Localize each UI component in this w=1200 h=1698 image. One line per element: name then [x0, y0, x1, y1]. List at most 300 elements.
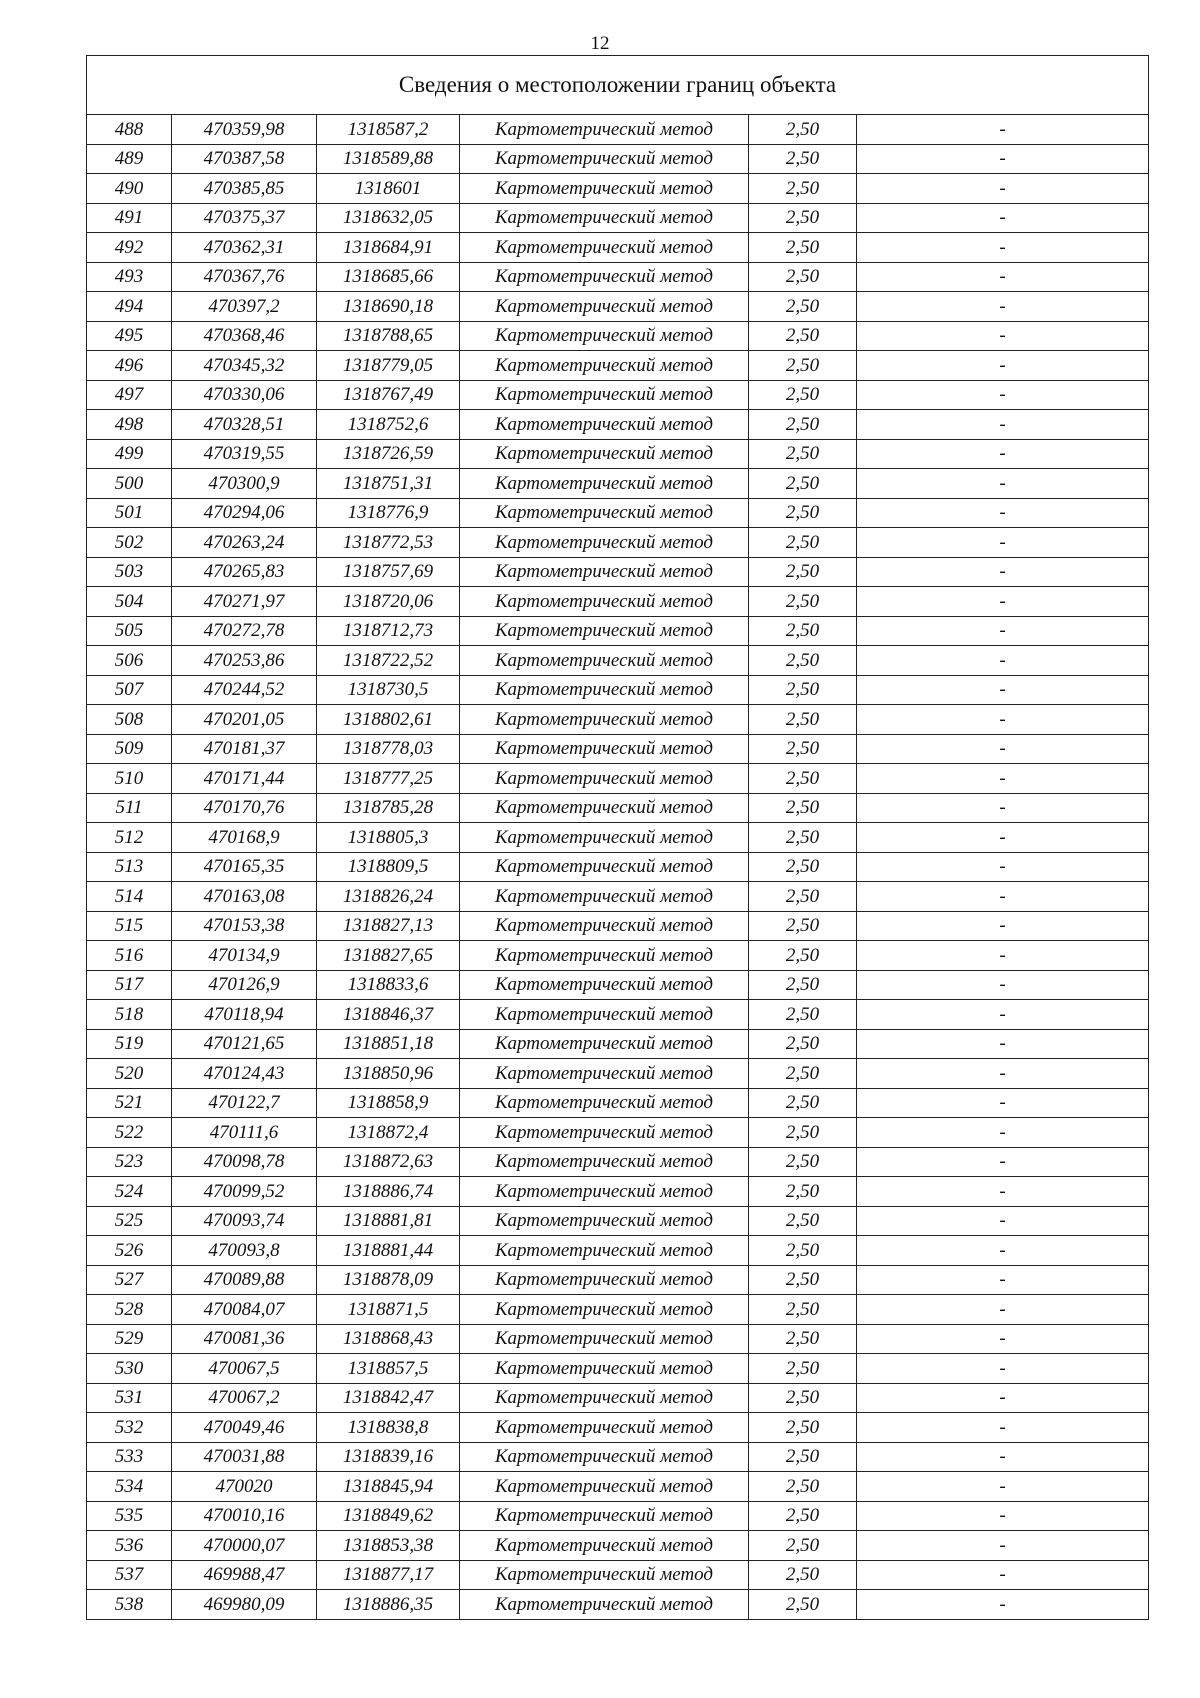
accuracy-cell: 2,50 [749, 1147, 857, 1177]
method-cell: Картометрический метод [460, 852, 749, 882]
x-coordinate-cell: 470397,2 [172, 292, 317, 322]
x-coordinate-cell: 470067,5 [172, 1354, 317, 1384]
point-number-cell: 528 [87, 1295, 172, 1325]
accuracy-cell: 2,50 [749, 1383, 857, 1413]
table-row [87, 262, 1149, 292]
y-coordinate-cell: 1318877,17 [317, 1560, 460, 1590]
point-number-cell: 506 [87, 646, 172, 676]
method-cell: Картометрический метод [460, 1236, 749, 1266]
method-cell: Картометрический метод [460, 1147, 749, 1177]
y-coordinate-cell: 1318589,88 [317, 144, 460, 174]
description-cell: - [857, 1442, 1149, 1472]
accuracy-cell: 2,50 [749, 1059, 857, 1089]
x-coordinate-cell: 470272,78 [172, 616, 317, 646]
point-number-cell: 488 [87, 115, 172, 145]
description-cell: - [857, 675, 1149, 705]
point-number-cell: 523 [87, 1147, 172, 1177]
x-coordinate-cell: 470049,46 [172, 1413, 317, 1443]
y-coordinate-cell: 1318850,96 [317, 1059, 460, 1089]
table-row [87, 1147, 1149, 1177]
y-coordinate-cell: 1318857,5 [317, 1354, 460, 1384]
method-cell: Картометрический метод [460, 1501, 749, 1531]
method-cell: Картометрический метод [460, 498, 749, 528]
table-row [87, 1265, 1149, 1295]
y-coordinate-cell: 1318722,52 [317, 646, 460, 676]
boundary-coordinates-table [86, 55, 1149, 1620]
table-title: Сведения о местоположении границ объекта [87, 56, 1149, 115]
table-row [87, 410, 1149, 440]
description-cell: - [857, 852, 1149, 882]
method-cell: Картометрический метод [460, 941, 749, 971]
y-coordinate-cell: 1318779,05 [317, 351, 460, 381]
table-row [87, 115, 1149, 145]
point-number-cell: 537 [87, 1560, 172, 1590]
method-cell: Картометрический метод [460, 1118, 749, 1148]
method-cell: Картометрический метод [460, 203, 749, 233]
accuracy-cell: 2,50 [749, 469, 857, 499]
table-row [87, 528, 1149, 558]
point-number-cell: 515 [87, 911, 172, 941]
description-cell: - [857, 646, 1149, 676]
x-coordinate-cell: 470122,7 [172, 1088, 317, 1118]
accuracy-cell: 2,50 [749, 1324, 857, 1354]
point-number-cell: 497 [87, 380, 172, 410]
accuracy-cell: 2,50 [749, 498, 857, 528]
x-coordinate-cell: 470271,97 [172, 587, 317, 617]
x-coordinate-cell: 470089,88 [172, 1265, 317, 1295]
y-coordinate-cell: 1318886,74 [317, 1177, 460, 1207]
y-coordinate-cell: 1318881,81 [317, 1206, 460, 1236]
point-number-cell: 503 [87, 557, 172, 587]
y-coordinate-cell: 1318853,38 [317, 1531, 460, 1561]
method-cell: Картометрический метод [460, 1442, 749, 1472]
description-cell: - [857, 1029, 1149, 1059]
y-coordinate-cell: 1318757,69 [317, 557, 460, 587]
method-cell: Картометрический метод [460, 1560, 749, 1590]
y-coordinate-cell: 1318839,16 [317, 1442, 460, 1472]
accuracy-cell: 2,50 [749, 882, 857, 912]
method-cell: Картометрический метод [460, 1383, 749, 1413]
accuracy-cell: 2,50 [749, 1472, 857, 1502]
description-cell: - [857, 1000, 1149, 1030]
x-coordinate-cell: 470098,78 [172, 1147, 317, 1177]
accuracy-cell: 2,50 [749, 1000, 857, 1030]
accuracy-cell: 2,50 [749, 705, 857, 735]
x-coordinate-cell: 470020 [172, 1472, 317, 1502]
accuracy-cell: 2,50 [749, 321, 857, 351]
point-number-cell: 507 [87, 675, 172, 705]
x-coordinate-cell: 470000,07 [172, 1531, 317, 1561]
description-cell: - [857, 1265, 1149, 1295]
table-row [87, 439, 1149, 469]
y-coordinate-cell: 1318871,5 [317, 1295, 460, 1325]
x-coordinate-cell: 470253,86 [172, 646, 317, 676]
description-cell: - [857, 439, 1149, 469]
method-cell: Картометрический метод [460, 1295, 749, 1325]
accuracy-cell: 2,50 [749, 1265, 857, 1295]
point-number-cell: 538 [87, 1590, 172, 1620]
point-number-cell: 495 [87, 321, 172, 351]
x-coordinate-cell: 470163,08 [172, 882, 317, 912]
accuracy-cell: 2,50 [749, 970, 857, 1000]
method-cell: Картометрический метод [460, 1265, 749, 1295]
description-cell: - [857, 911, 1149, 941]
description-cell: - [857, 1354, 1149, 1384]
accuracy-cell: 2,50 [749, 1531, 857, 1561]
description-cell: - [857, 1324, 1149, 1354]
method-cell: Картометрический метод [460, 469, 749, 499]
table-row [87, 1236, 1149, 1266]
description-cell: - [857, 1206, 1149, 1236]
point-number-cell: 504 [87, 587, 172, 617]
accuracy-cell: 2,50 [749, 351, 857, 381]
method-cell: Картометрический метод [460, 911, 749, 941]
description-cell: - [857, 734, 1149, 764]
x-coordinate-cell: 470362,31 [172, 233, 317, 263]
accuracy-cell: 2,50 [749, 823, 857, 853]
table-row [87, 1354, 1149, 1384]
x-coordinate-cell: 470263,24 [172, 528, 317, 558]
point-number-cell: 514 [87, 882, 172, 912]
accuracy-cell: 2,50 [749, 616, 857, 646]
y-coordinate-cell: 1318809,5 [317, 852, 460, 882]
y-coordinate-cell: 1318730,5 [317, 675, 460, 705]
method-cell: Картометрический метод [460, 734, 749, 764]
description-cell: - [857, 1295, 1149, 1325]
point-number-cell: 500 [87, 469, 172, 499]
description-cell: - [857, 941, 1149, 971]
point-number-cell: 493 [87, 262, 172, 292]
x-coordinate-cell: 470201,05 [172, 705, 317, 735]
method-cell: Картометрический метод [460, 882, 749, 912]
description-cell: - [857, 1118, 1149, 1148]
accuracy-cell: 2,50 [749, 292, 857, 322]
x-coordinate-cell: 470387,58 [172, 144, 317, 174]
table-row [87, 705, 1149, 735]
description-cell: - [857, 1059, 1149, 1089]
x-coordinate-cell: 470385,85 [172, 174, 317, 204]
x-coordinate-cell: 470328,51 [172, 410, 317, 440]
accuracy-cell: 2,50 [749, 233, 857, 263]
description-cell: - [857, 705, 1149, 735]
description-cell: - [857, 1413, 1149, 1443]
point-number-cell: 535 [87, 1501, 172, 1531]
accuracy-cell: 2,50 [749, 1560, 857, 1590]
accuracy-cell: 2,50 [749, 1029, 857, 1059]
point-number-cell: 496 [87, 351, 172, 381]
y-coordinate-cell: 1318751,31 [317, 469, 460, 499]
accuracy-cell: 2,50 [749, 646, 857, 676]
y-coordinate-cell: 1318872,4 [317, 1118, 460, 1148]
y-coordinate-cell: 1318778,03 [317, 734, 460, 764]
table-row [87, 1531, 1149, 1561]
point-number-cell: 513 [87, 852, 172, 882]
description-cell: - [857, 764, 1149, 794]
description-cell: - [857, 970, 1149, 1000]
method-cell: Картометрический метод [460, 764, 749, 794]
point-number-cell: 524 [87, 1177, 172, 1207]
table-row [87, 1088, 1149, 1118]
point-number-cell: 522 [87, 1118, 172, 1148]
y-coordinate-cell: 1318826,24 [317, 882, 460, 912]
method-cell: Картометрический метод [460, 528, 749, 558]
table-row [87, 1472, 1149, 1502]
y-coordinate-cell: 1318838,8 [317, 1413, 460, 1443]
method-cell: Картометрический метод [460, 262, 749, 292]
method-cell: Картометрический метод [460, 1206, 749, 1236]
y-coordinate-cell: 1318690,18 [317, 292, 460, 322]
method-cell: Картометрический метод [460, 1059, 749, 1089]
method-cell: Картометрический метод [460, 410, 749, 440]
method-cell: Картометрический метод [460, 616, 749, 646]
y-coordinate-cell: 1318878,09 [317, 1265, 460, 1295]
accuracy-cell: 2,50 [749, 439, 857, 469]
table-row [87, 852, 1149, 882]
method-cell: Картометрический метод [460, 115, 749, 145]
method-cell: Картометрический метод [460, 1088, 749, 1118]
method-cell: Картометрический метод [460, 1531, 749, 1561]
accuracy-cell: 2,50 [749, 528, 857, 558]
description-cell: - [857, 587, 1149, 617]
table-row [87, 380, 1149, 410]
point-number-cell: 490 [87, 174, 172, 204]
point-number-cell: 499 [87, 439, 172, 469]
table-row [87, 233, 1149, 263]
accuracy-cell: 2,50 [749, 1442, 857, 1472]
x-coordinate-cell: 470170,76 [172, 793, 317, 823]
table-row [87, 469, 1149, 499]
point-number-cell: 512 [87, 823, 172, 853]
table-row [87, 1118, 1149, 1148]
point-number-cell: 536 [87, 1531, 172, 1561]
x-coordinate-cell: 470010,16 [172, 1501, 317, 1531]
table-row [87, 941, 1149, 971]
table-body [87, 115, 1149, 1620]
y-coordinate-cell: 1318805,3 [317, 823, 460, 853]
description-cell: - [857, 144, 1149, 174]
table-row [87, 1295, 1149, 1325]
x-coordinate-cell: 470099,52 [172, 1177, 317, 1207]
accuracy-cell: 2,50 [749, 410, 857, 440]
method-cell: Картометрический метод [460, 793, 749, 823]
accuracy-cell: 2,50 [749, 793, 857, 823]
table-row [87, 292, 1149, 322]
method-cell: Картометрический метод [460, 351, 749, 381]
x-coordinate-cell: 470121,65 [172, 1029, 317, 1059]
y-coordinate-cell: 1318752,6 [317, 410, 460, 440]
method-cell: Картометрический метод [460, 970, 749, 1000]
method-cell: Картометрический метод [460, 557, 749, 587]
x-coordinate-cell: 470367,76 [172, 262, 317, 292]
x-coordinate-cell: 470171,44 [172, 764, 317, 794]
accuracy-cell: 2,50 [749, 1590, 857, 1620]
x-coordinate-cell: 470181,37 [172, 734, 317, 764]
table-row [87, 203, 1149, 233]
table-row [87, 1029, 1149, 1059]
y-coordinate-cell: 1318851,18 [317, 1029, 460, 1059]
x-coordinate-cell: 470067,2 [172, 1383, 317, 1413]
description-cell: - [857, 1383, 1149, 1413]
x-coordinate-cell: 469980,09 [172, 1590, 317, 1620]
description-cell: - [857, 1590, 1149, 1620]
method-cell: Картометрический метод [460, 144, 749, 174]
point-number-cell: 526 [87, 1236, 172, 1266]
x-coordinate-cell: 470118,94 [172, 1000, 317, 1030]
description-cell: - [857, 174, 1149, 204]
y-coordinate-cell: 1318886,35 [317, 1590, 460, 1620]
y-coordinate-cell: 1318788,65 [317, 321, 460, 351]
table-row [87, 675, 1149, 705]
point-number-cell: 502 [87, 528, 172, 558]
table-row [87, 793, 1149, 823]
method-cell: Картометрический метод [460, 587, 749, 617]
table-row [87, 734, 1149, 764]
y-coordinate-cell: 1318776,9 [317, 498, 460, 528]
accuracy-cell: 2,50 [749, 734, 857, 764]
method-cell: Картометрический метод [460, 1000, 749, 1030]
x-coordinate-cell: 470330,06 [172, 380, 317, 410]
description-cell: - [857, 1472, 1149, 1502]
accuracy-cell: 2,50 [749, 1501, 857, 1531]
method-cell: Картометрический метод [460, 439, 749, 469]
x-coordinate-cell: 470134,9 [172, 941, 317, 971]
description-cell: - [857, 1177, 1149, 1207]
table-row [87, 882, 1149, 912]
point-number-cell: 505 [87, 616, 172, 646]
boundary-table-container [86, 55, 1148, 1620]
accuracy-cell: 2,50 [749, 675, 857, 705]
point-number-cell: 498 [87, 410, 172, 440]
table-row [87, 1590, 1149, 1620]
accuracy-cell: 2,50 [749, 1295, 857, 1325]
x-coordinate-cell: 470084,07 [172, 1295, 317, 1325]
table-row [87, 616, 1149, 646]
description-cell: - [857, 1531, 1149, 1561]
table-row [87, 1560, 1149, 1590]
table-row [87, 1059, 1149, 1089]
description-cell: - [857, 1088, 1149, 1118]
point-number-cell: 521 [87, 1088, 172, 1118]
y-coordinate-cell: 1318849,62 [317, 1501, 460, 1531]
method-cell: Картометрический метод [460, 1472, 749, 1502]
accuracy-cell: 2,50 [749, 1206, 857, 1236]
description-cell: - [857, 1147, 1149, 1177]
accuracy-cell: 2,50 [749, 262, 857, 292]
method-cell: Картометрический метод [460, 1354, 749, 1384]
y-coordinate-cell: 1318726,59 [317, 439, 460, 469]
accuracy-cell: 2,50 [749, 1118, 857, 1148]
y-coordinate-cell: 1318785,28 [317, 793, 460, 823]
y-coordinate-cell: 1318712,73 [317, 616, 460, 646]
x-coordinate-cell: 470031,88 [172, 1442, 317, 1472]
table-row [87, 1177, 1149, 1207]
y-coordinate-cell: 1318802,61 [317, 705, 460, 735]
point-number-cell: 509 [87, 734, 172, 764]
description-cell: - [857, 233, 1149, 263]
method-cell: Картометрический метод [460, 174, 749, 204]
y-coordinate-cell: 1318846,37 [317, 1000, 460, 1030]
accuracy-cell: 2,50 [749, 144, 857, 174]
y-coordinate-cell: 1318833,6 [317, 970, 460, 1000]
table-row [87, 911, 1149, 941]
accuracy-cell: 2,50 [749, 1354, 857, 1384]
description-cell: - [857, 203, 1149, 233]
point-number-cell: 520 [87, 1059, 172, 1089]
x-coordinate-cell: 470126,9 [172, 970, 317, 1000]
description-cell: - [857, 469, 1149, 499]
x-coordinate-cell: 470359,98 [172, 115, 317, 145]
method-cell: Картометрический метод [460, 1413, 749, 1443]
point-number-cell: 533 [87, 1442, 172, 1472]
description-cell: - [857, 380, 1149, 410]
point-number-cell: 527 [87, 1265, 172, 1295]
accuracy-cell: 2,50 [749, 557, 857, 587]
accuracy-cell: 2,50 [749, 115, 857, 145]
accuracy-cell: 2,50 [749, 764, 857, 794]
accuracy-cell: 2,50 [749, 1088, 857, 1118]
accuracy-cell: 2,50 [749, 911, 857, 941]
table-row [87, 1413, 1149, 1443]
table-row [87, 823, 1149, 853]
accuracy-cell: 2,50 [749, 1236, 857, 1266]
x-coordinate-cell: 470375,37 [172, 203, 317, 233]
point-number-cell: 531 [87, 1383, 172, 1413]
x-coordinate-cell: 470300,9 [172, 469, 317, 499]
description-cell: - [857, 528, 1149, 558]
table-row [87, 498, 1149, 528]
table-row [87, 557, 1149, 587]
x-coordinate-cell: 470093,8 [172, 1236, 317, 1266]
point-number-cell: 489 [87, 144, 172, 174]
table-row [87, 1000, 1149, 1030]
y-coordinate-cell: 1318601 [317, 174, 460, 204]
point-number-cell: 492 [87, 233, 172, 263]
x-coordinate-cell: 470319,55 [172, 439, 317, 469]
y-coordinate-cell: 1318868,43 [317, 1324, 460, 1354]
x-coordinate-cell: 470111,6 [172, 1118, 317, 1148]
table-row [87, 1442, 1149, 1472]
y-coordinate-cell: 1318632,05 [317, 203, 460, 233]
method-cell: Картометрический метод [460, 705, 749, 735]
point-number-cell: 529 [87, 1324, 172, 1354]
description-cell: - [857, 262, 1149, 292]
point-number-cell: 491 [87, 203, 172, 233]
table-row [87, 351, 1149, 381]
description-cell: - [857, 410, 1149, 440]
x-coordinate-cell: 470165,35 [172, 852, 317, 882]
point-number-cell: 517 [87, 970, 172, 1000]
table-row [87, 321, 1149, 351]
description-cell: - [857, 882, 1149, 912]
accuracy-cell: 2,50 [749, 174, 857, 204]
x-coordinate-cell: 470093,74 [172, 1206, 317, 1236]
accuracy-cell: 2,50 [749, 203, 857, 233]
description-cell: - [857, 1560, 1149, 1590]
accuracy-cell: 2,50 [749, 380, 857, 410]
y-coordinate-cell: 1318842,47 [317, 1383, 460, 1413]
description-cell: - [857, 1236, 1149, 1266]
point-number-cell: 534 [87, 1472, 172, 1502]
description-cell: - [857, 292, 1149, 322]
page-number: 12 [590, 33, 610, 54]
y-coordinate-cell: 1318684,91 [317, 233, 460, 263]
x-coordinate-cell: 470265,83 [172, 557, 317, 587]
x-coordinate-cell: 469988,47 [172, 1560, 317, 1590]
table-row [87, 144, 1149, 174]
table-row [87, 174, 1149, 204]
method-cell: Картометрический метод [460, 321, 749, 351]
y-coordinate-cell: 1318827,65 [317, 941, 460, 971]
